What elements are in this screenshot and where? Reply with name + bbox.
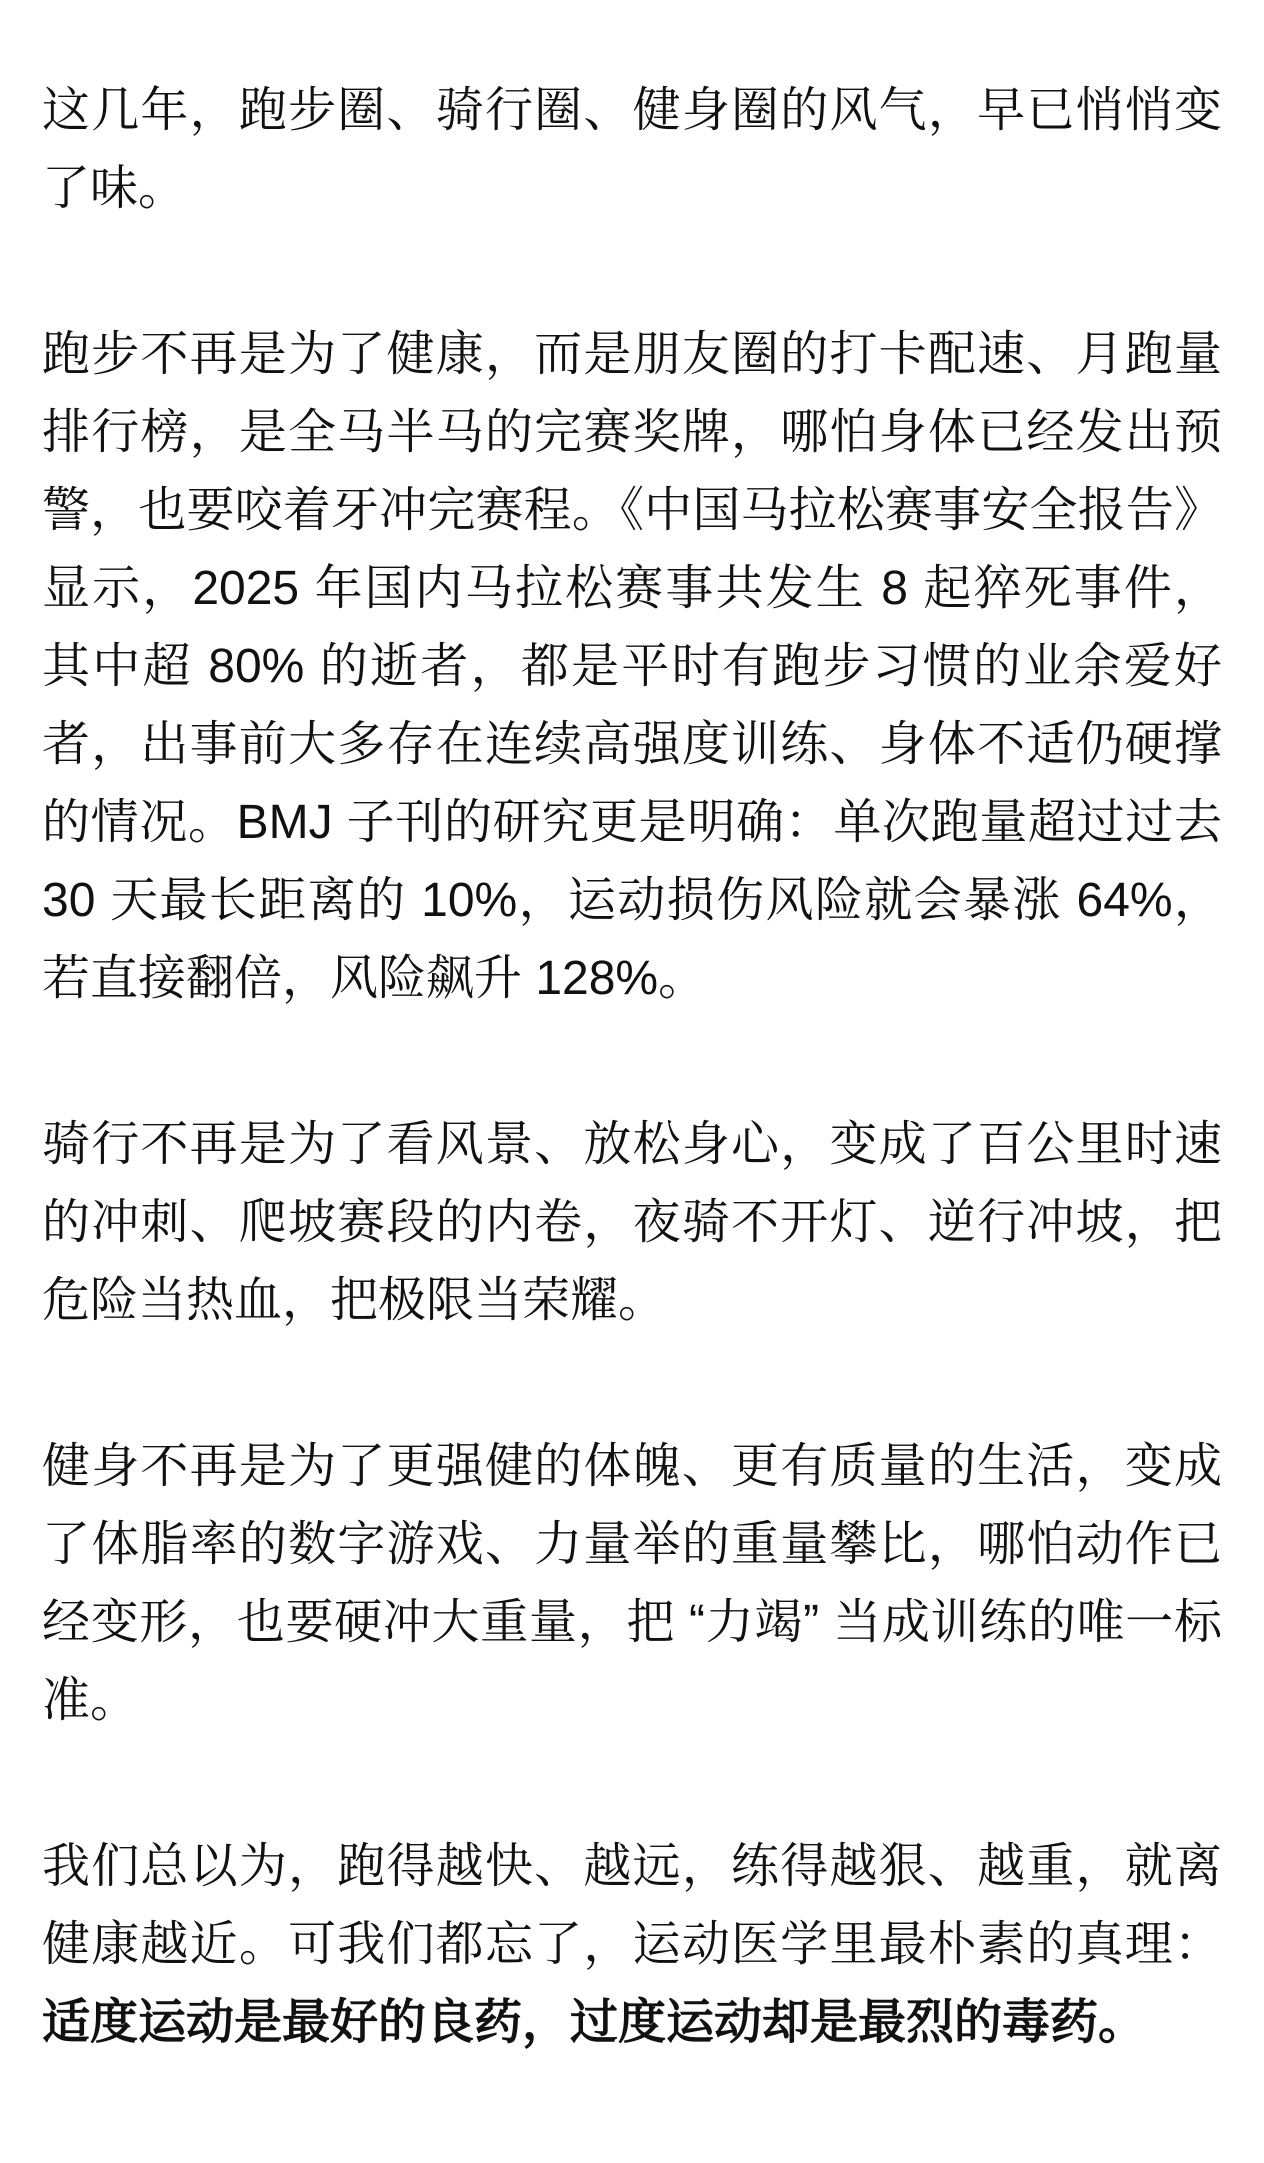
paragraph-conclusion xyxy=(42,1828,1222,2062)
paragraph-running: 跑步不再是为了健康，而是朋友圈的打卡配速、月跑量排行榜，是全马半马的完赛奖牌，哪怕身体已经发出预警，也要咬着牙冲完赛程。《中国马拉松赛事安全报告》显示，2025 年国内马拉松赛事共发生 8 起猝死事件，其中超 80% 的逝者，都是平时有跑步习惯的业余爱好者，出事前大多存在连续高强度训练、身体不适仍硬撑的情况。BMJ 子刊的研究更是明确：单次跑量超过过去 30 天最长距离的 10%，运动损伤风险就会暴涨 64%，若直接翻倍，风险飙升 128%。 xyxy=(42,328,1222,1005)
conclusion-emphasis-text: 适度运动是最好的良药，过度运动却是最烈的毒药。 xyxy=(42,1996,1147,2049)
paragraph-intro: 这几年，跑步圈、骑行圈、健身圈的风气，早已悄悄变了味。 xyxy=(42,84,1222,215)
conclusion-lead-text: 我们总以为，跑得越快、越远，练得越狠、越重，就离健康越近。可我们都忘了，运动医学里最朴素的真理： xyxy=(42,1840,1222,1971)
paragraph-cycling: 骑行不再是为了看风景、放松身心，变成了百公里时速的冲刺、爬坡赛段的内卷，夜骑不开灯、逆行冲坡，把危险当热血，把极限当荣耀。 xyxy=(42,1118,1222,1327)
paragraph-fitness: 健身不再是为了更强健的体魄、更有质量的生活，变成了体脂率的数字游戏、力量举的重量攀比，哪怕动作已经变形，也要硬冲大重量，把 “力竭” 当成训练的唯一标准。 xyxy=(42,1440,1222,1727)
